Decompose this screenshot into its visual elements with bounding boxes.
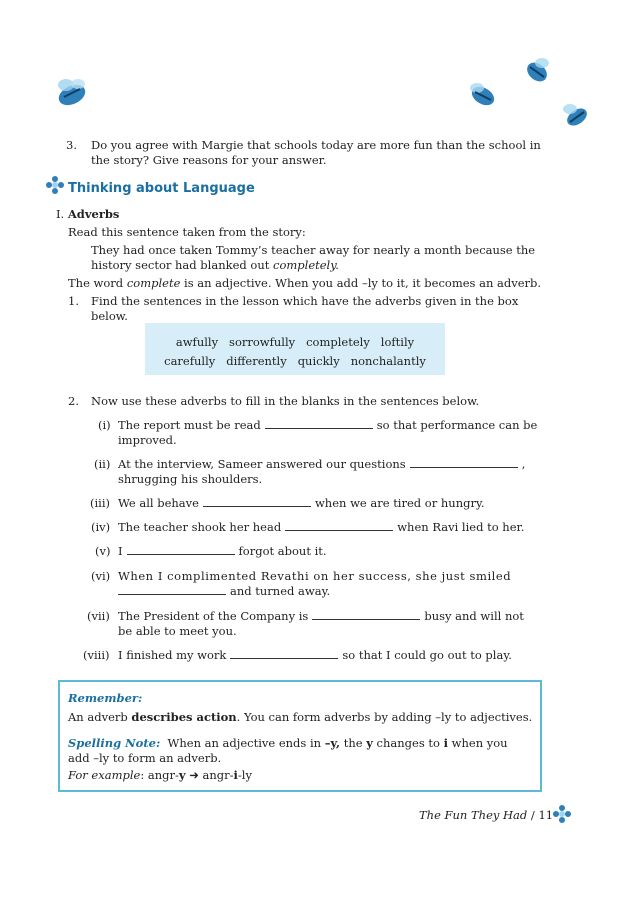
item-number: (ii)	[94, 457, 111, 471]
spelling-note: Spelling Note: When an adjective ends in –y, the y changes to i when you	[68, 736, 508, 750]
answer-blank[interactable]	[127, 545, 235, 555]
quote-text: history sector had blanked out completely.	[91, 258, 339, 272]
item-number: (v)	[95, 544, 111, 558]
sentence-text: I forgot about it.	[118, 544, 327, 558]
remember-box	[58, 680, 542, 792]
sentence-text: and turned away.	[114, 584, 330, 598]
section-heading: Thinking about Language	[68, 181, 255, 196]
item-number: (viii)	[83, 648, 110, 662]
remember-title: Remember:	[68, 691, 143, 705]
sentence-text: The report must be read so that performance can be	[118, 418, 538, 432]
sentence-text: At the interview, Sameer answered our questions ,	[118, 457, 526, 471]
question-text: Do you agree with Margie that schools today are more fun than the school in	[91, 138, 541, 152]
question-number: 1.	[68, 294, 79, 308]
item-number: (vi)	[91, 569, 111, 583]
flower-icon	[552, 804, 572, 824]
item-number: (iii)	[90, 496, 111, 510]
intro-text: Read this sentence taken from the story:	[68, 225, 306, 239]
sentence-text: be able to meet you.	[118, 624, 237, 638]
sentence-text: When I complimented Revathi on her success, she just smiled	[118, 569, 512, 583]
bee-illustration-icon	[520, 55, 554, 87]
adverb-box	[145, 323, 445, 375]
sentence-text: We all behave when we are tired or hungry.	[118, 496, 485, 510]
explanation-text: The word complete is an adjective. When you add –ly to it, it becomes an adverb.	[68, 276, 542, 290]
item-number: (i)	[98, 418, 111, 432]
spelling-note: add –ly to form an adverb.	[68, 751, 222, 765]
sentence-text: shrugging his shoulders.	[118, 472, 263, 486]
answer-blank[interactable]	[312, 610, 420, 620]
adverb-list: carefully differently quickly nonchalantly	[164, 354, 426, 368]
bee-illustration-icon	[465, 80, 501, 110]
item-number: (vii)	[87, 609, 110, 623]
sentence-text: improved.	[118, 433, 177, 447]
remember-text: An adverb describes action. You can form adverbs by adding –ly to adjectives.	[68, 710, 533, 724]
quote-text: They had once taken Tommy’s teacher away for nearly a month because the	[91, 243, 536, 257]
bee-illustration-icon	[560, 100, 594, 130]
question-text: Find the sentences in the lesson which have the adverbs given in the box	[91, 294, 519, 308]
question-text: below.	[91, 309, 128, 323]
sentence-text: The President of the Company is busy and will not	[118, 609, 524, 623]
answer-blank[interactable]	[410, 458, 518, 468]
page-footer: The Fun They Had / 11	[419, 808, 554, 822]
arrow-icon: ➜	[189, 768, 199, 782]
sentence-text: The teacher shook her head when Ravi lied to her.	[118, 520, 525, 534]
question-number: 2.	[68, 394, 79, 408]
item-number: (iv)	[91, 520, 111, 534]
flower-icon	[45, 175, 65, 195]
question-text: Now use these adverbs to fill in the blanks in the sentences below.	[91, 394, 480, 408]
answer-blank[interactable]	[203, 497, 311, 507]
answer-blank[interactable]	[230, 649, 338, 659]
answer-blank[interactable]	[285, 521, 393, 531]
part-label: I. Adverbs	[56, 207, 120, 221]
question-number: 3.	[66, 138, 77, 152]
example-text: For example: angr-y ➜ angr-i-ly	[68, 768, 252, 782]
question-text: the story? Give reasons for your answer.	[91, 153, 327, 167]
sentence-text: I finished my work so that I could go out to play.	[118, 648, 512, 662]
answer-blank[interactable]	[265, 419, 373, 429]
bee-illustration-icon	[50, 75, 92, 111]
answer-blank[interactable]	[118, 585, 226, 595]
adverb-list: awfully sorrowfully completely loftily	[175, 335, 415, 349]
